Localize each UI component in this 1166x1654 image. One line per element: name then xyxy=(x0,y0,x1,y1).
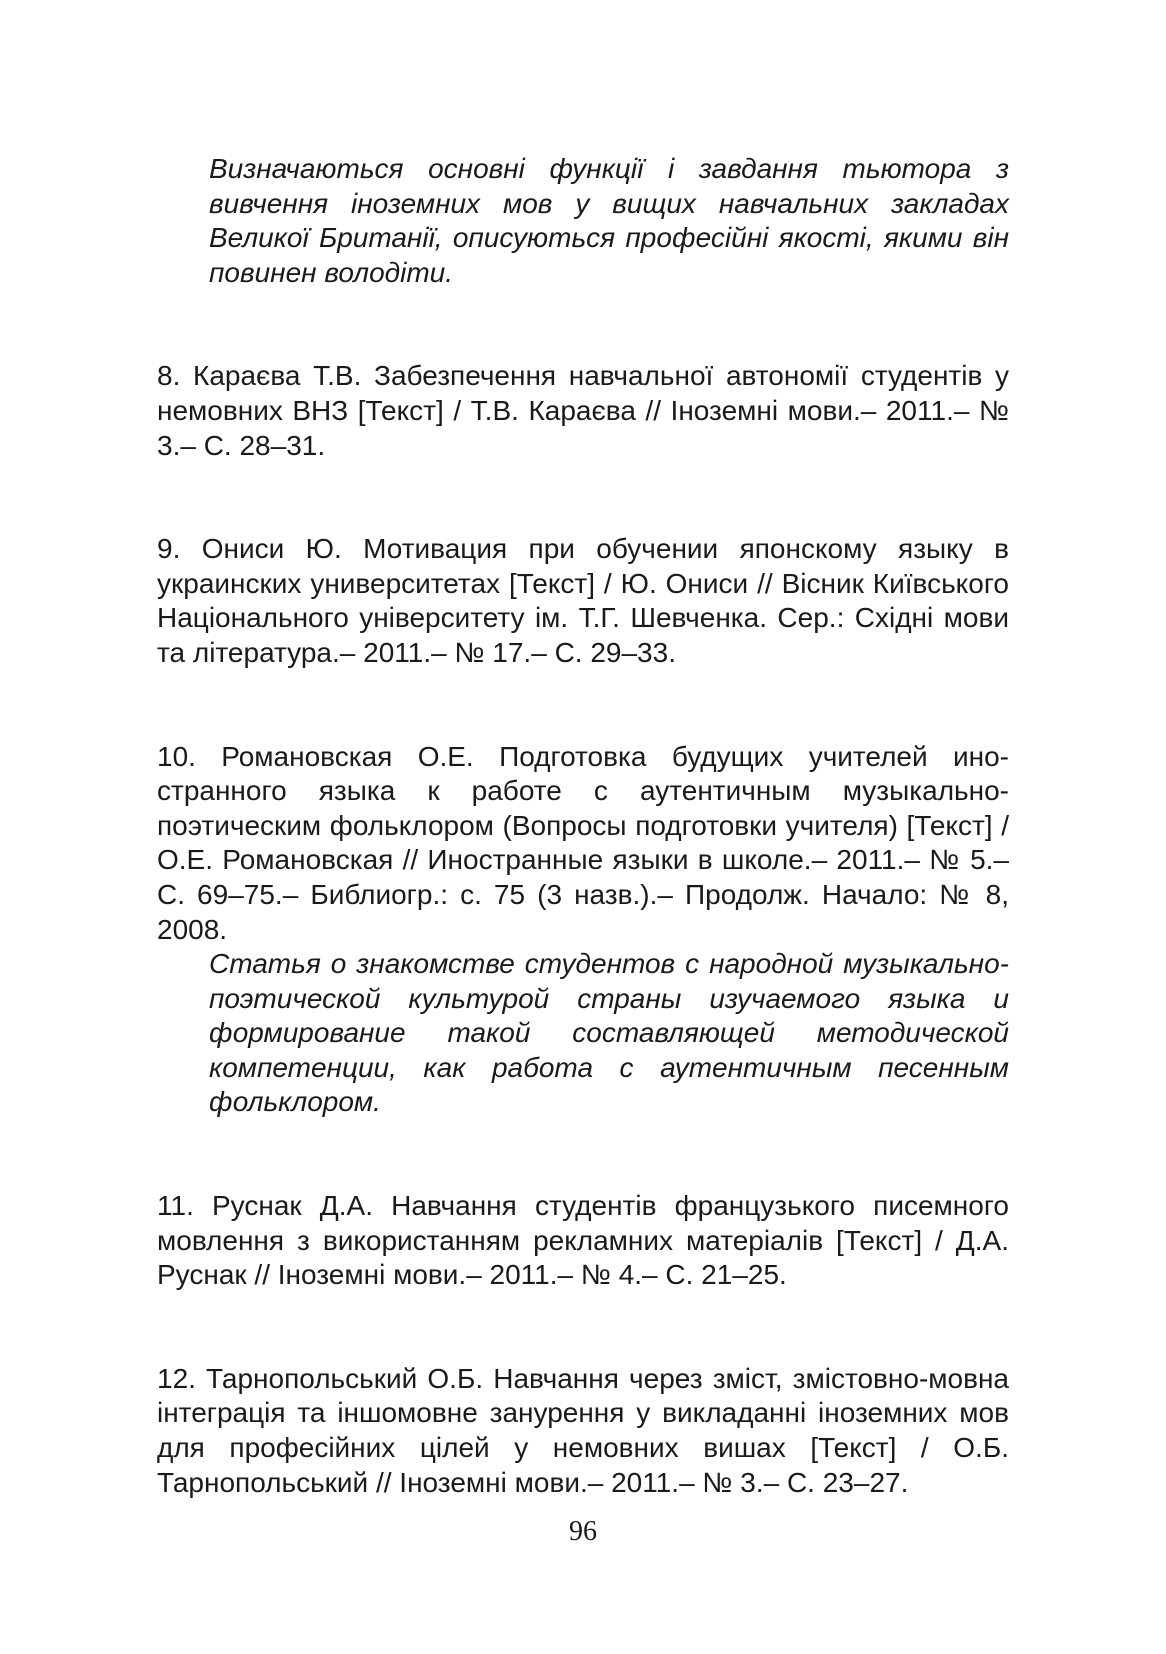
spacer xyxy=(157,290,1009,359)
spacer xyxy=(157,1293,1009,1362)
bibliography-list xyxy=(157,152,1009,1500)
entry-8: 8. Караєва Т.В. Забезпечення навчальної автономії студентів у немовних ВНЗ [Текст] / Т.В. Караєва // Іноземні мови.– 2011.– № 3.– С. 28–31. xyxy=(157,360,1009,461)
spacer xyxy=(157,1120,1009,1189)
entry-10: 10. Романовская О.Е. Подготовка будущих учителей иностранного языка к работе с аутентичным музыкально-поэтическим фольклором (Вопросы подготовки учителя) [Текст] / О.Е. Романовская // Иностранные языки в школе.– 2011.– № 5.– С. 69–75.– Библиогр.: с. 75 (3 назв.).– Продолж. Начало: № 8, 2008. xyxy=(157,740,1009,945)
entry-10-annotation: Статья о знакомстве студентов с народной музыкально-поэтической культурой страны изучаемого языка и формирование такой составляющей методической компетенции, как работа с аутентичным песенным фольклором. xyxy=(209,948,1009,1118)
spacer xyxy=(157,463,1009,532)
page-number: 96 xyxy=(569,1516,597,1547)
entry-7-annotation: Визначаються основні функції і завдання тьютора з вивчення іноземних мов у вищих навчальних закладах Великої Британії, описуються професійні якості, якими він повинен володіти. xyxy=(209,153,1009,288)
entry-11: 11. Руснак Д.А. Навчання студентів французького писемного мовлення з використанням рекламних матеріалів [Текст] / Д.А. Руснак // Іноземні мови.– 2011.– № 4.– С. 21–25. xyxy=(157,1190,1009,1291)
spacer xyxy=(157,671,1009,740)
entry-9: 9. Ониси Ю. Мотивация при обучении японскому языку в украинских университетах [Текст] / Ю. Ониси // Вісник Київського Національного університету ім. Т.Г. Шевченка. Сер.: Східні мови та література.– 2011.– № 17.– С. 29–33. xyxy=(157,533,1009,668)
entry-12: 12. Тарнопольський О.Б. Навчання через зміст, змістовно-мовна інтеграція та іншомовне занурення у викладанні іноземних мов для професійних цілей у немовних вишах [Текст] / О.Б. Тарнопольський // Іноземні мови.– 2011.– № 3.– С. 23–27. xyxy=(157,1362,1009,1498)
